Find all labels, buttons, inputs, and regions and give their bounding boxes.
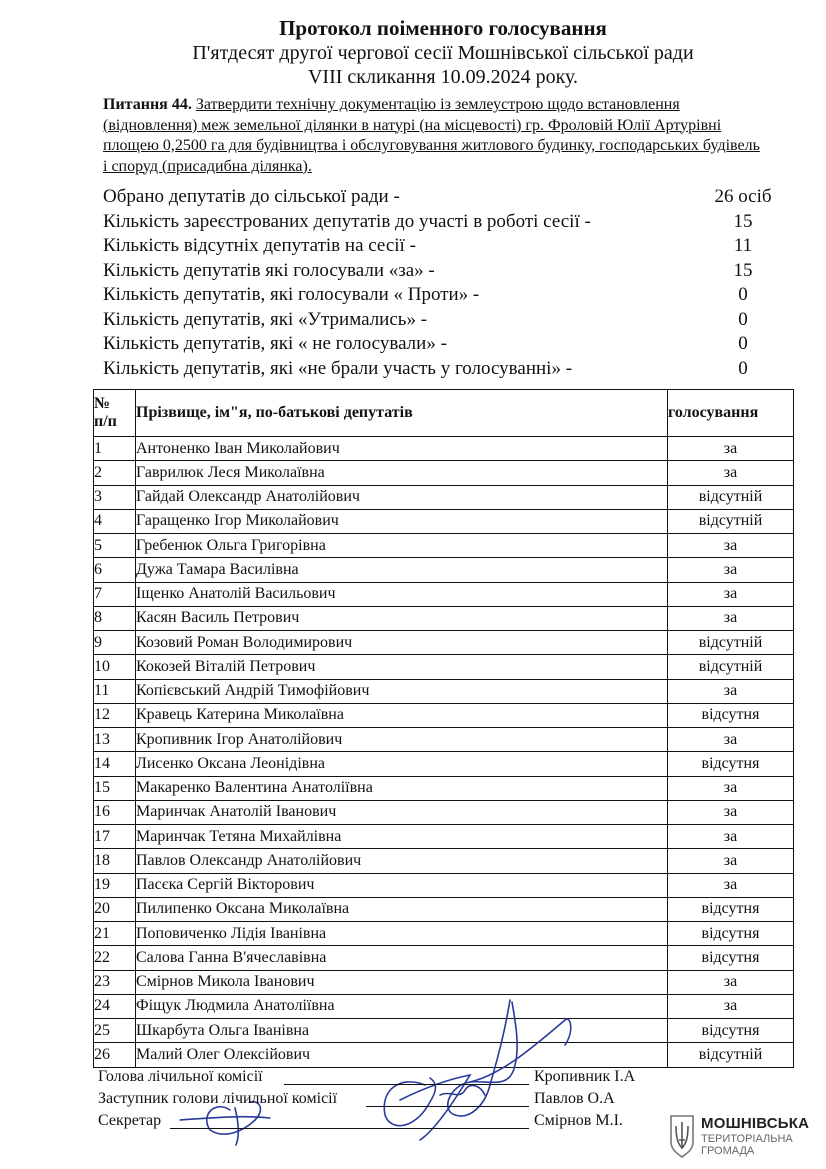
vote-result: за — [668, 534, 794, 558]
question-text: Затвердити технічну документацію із землеустрою щодо встановлення (відновлення) меж земельної ділянки в натурі (на місцевості) гр. Фроловій Юлії Артурівні площею 0,2500 га для будівництва і обслуговування житлового будинку, господарських будівель і споруд (присадибна ділянка). — [103, 96, 760, 175]
row-number: 22 — [94, 946, 136, 970]
table-row — [94, 849, 794, 873]
row-number: 14 — [94, 752, 136, 776]
community-logo — [668, 1114, 808, 1160]
column-header-number — [94, 390, 136, 437]
table-row — [94, 728, 794, 752]
stat-value: 0 — [738, 308, 748, 330]
deputy-name: Павлов Олександр Анатолійович — [136, 849, 668, 873]
deputy-name: Пилипенко Оксана Миколаївна — [136, 897, 668, 921]
stat-value: 26 осіб — [714, 186, 772, 207]
table-row — [94, 1019, 794, 1043]
table-row — [94, 437, 794, 461]
row-number: 11 — [94, 679, 136, 703]
vote-result: за — [668, 582, 794, 606]
row-number: 26 — [94, 1043, 136, 1067]
table-row — [94, 994, 794, 1018]
row-number: 12 — [94, 703, 136, 727]
column-header-name: Прізвище, ім"я, по-батькові депутатів — [136, 390, 668, 437]
deputy-name: Гребенюк Ольга Григорівна — [136, 534, 668, 558]
stat-value: 15 — [733, 259, 753, 281]
row-number: 19 — [94, 873, 136, 897]
signature-line — [170, 1128, 529, 1129]
table-row — [94, 922, 794, 946]
signature-role: Голова лічильної комісії — [98, 1068, 263, 1085]
signature-row — [98, 1088, 698, 1110]
column-header-number-line2: п/п — [94, 413, 117, 430]
deputy-name: Касян Василь Петрович — [136, 606, 668, 630]
stat-value: 15 — [733, 210, 753, 232]
signature-name: Кропивник І.А — [534, 1068, 636, 1085]
row-number: 7 — [94, 582, 136, 606]
stat-row — [103, 259, 783, 284]
signature-row — [98, 1110, 698, 1132]
vote-result: за — [668, 606, 794, 630]
vote-result: відсутній — [668, 655, 794, 679]
deputy-name: Кравець Катерина Миколаївна — [136, 703, 668, 727]
question-number: Питання 44. — [103, 96, 192, 113]
deputy-name: Пасєка Сергій Вікторович — [136, 873, 668, 897]
table-row — [94, 970, 794, 994]
vote-result: відсутня — [668, 703, 794, 727]
row-number: 25 — [94, 1019, 136, 1043]
deputy-name: Копієвський Андрій Тимофійович — [136, 679, 668, 703]
deputy-name: Фіщук Людмила Анатоліївна — [136, 994, 668, 1018]
row-number: 3 — [94, 485, 136, 509]
table-row — [94, 752, 794, 776]
deputy-name: Маринчак Тетяна Михайлівна — [136, 825, 668, 849]
row-number: 21 — [94, 922, 136, 946]
table-row — [94, 703, 794, 727]
deputy-name: Шкарбута Ольга Іванівна — [136, 1019, 668, 1043]
stat-label: Кількість депутатів, які голосували « Проти» - — [103, 284, 480, 305]
vote-result: за — [668, 970, 794, 994]
table-row — [94, 485, 794, 509]
deputy-name: Маринчак Анатолій Іванович — [136, 800, 668, 824]
convocation-date: VIII скликання 10.09.2024 року. — [307, 66, 579, 88]
stat-row — [103, 234, 783, 259]
vote-result: відсутня — [668, 897, 794, 921]
vote-result: відсутній — [668, 485, 794, 509]
deputy-name: Гаращенко Ігор Миколайович — [136, 509, 668, 533]
vote-result: відсутня — [668, 946, 794, 970]
trident-emblem-icon — [668, 1114, 696, 1158]
table-row — [94, 897, 794, 921]
row-number: 15 — [94, 776, 136, 800]
row-number: 5 — [94, 534, 136, 558]
stat-label: Обрано депутатів до сільської ради - — [103, 186, 400, 207]
row-number: 16 — [94, 800, 136, 824]
vote-result: відсутня — [668, 1019, 794, 1043]
question-block — [103, 95, 768, 177]
deputy-name: Гайдай Олександр Анатолійович — [136, 485, 668, 509]
signature-line — [284, 1084, 529, 1085]
deputy-name: Поповиченко Лідія Іванівна — [136, 922, 668, 946]
vote-result: за — [668, 728, 794, 752]
row-number: 20 — [94, 897, 136, 921]
stat-row — [103, 308, 783, 333]
deputy-name: Макаренко Валентина Анатоліївна — [136, 776, 668, 800]
deputy-name: Кропивник Ігор Анатолійович — [136, 728, 668, 752]
deputy-name: Салова Ганна В'ячеславівна — [136, 946, 668, 970]
stat-label: Кількість депутатів, які « не голосували» - — [103, 333, 447, 354]
vote-result: відсутня — [668, 922, 794, 946]
table-row — [94, 606, 794, 630]
row-number: 8 — [94, 606, 136, 630]
row-number: 4 — [94, 509, 136, 533]
signatures-block — [98, 1066, 698, 1132]
stat-label: Кількість зареєстрованих депутатів до участі в роботі сесії - — [103, 210, 591, 232]
table-header-row — [94, 390, 794, 437]
voting-table-body — [94, 437, 794, 1068]
deputy-name: Смірнов Микола Іванович — [136, 970, 668, 994]
row-number: 2 — [94, 461, 136, 485]
stat-value: 11 — [733, 235, 753, 256]
table-row — [94, 873, 794, 897]
vote-result: за — [668, 437, 794, 461]
table-row — [94, 776, 794, 800]
session-subtitle: П'ятдесят другої чергової сесії Мошнівської сільської ради — [192, 42, 694, 64]
table-row — [94, 461, 794, 485]
row-number: 18 — [94, 849, 136, 873]
deputy-name: Кокозей Віталій Петрович — [136, 655, 668, 679]
table-row — [94, 509, 794, 533]
stat-label: Кількість депутатів які голосували «за» - — [103, 259, 435, 281]
signature-line — [366, 1106, 529, 1107]
document-title: Протокол поіменного голосування — [279, 16, 607, 40]
voting-stats — [103, 185, 783, 381]
vote-result: за — [668, 679, 794, 703]
vote-result: за — [668, 776, 794, 800]
deputy-name: Дужа Тамара Василівна — [136, 558, 668, 582]
table-row — [94, 655, 794, 679]
column-header-vote: голосування — [668, 390, 794, 437]
table-row — [94, 800, 794, 824]
table-row — [94, 679, 794, 703]
vote-result: за — [668, 825, 794, 849]
vote-result: відсутній — [668, 631, 794, 655]
row-number: 9 — [94, 631, 136, 655]
stat-row — [103, 332, 783, 357]
deputy-name: Лисенко Оксана Леонідівна — [136, 752, 668, 776]
stat-value: 0 — [738, 284, 748, 305]
column-header-number-line1: № — [94, 395, 111, 412]
vote-result: за — [668, 558, 794, 582]
table-row — [94, 946, 794, 970]
logo-text-line3: ГРОМАДА — [701, 1145, 755, 1157]
stat-value: 0 — [738, 357, 748, 379]
vote-result: за — [668, 461, 794, 485]
vote-result: відсутній — [668, 1043, 794, 1067]
logo-text-main: МОШНІВСЬКА — [701, 1115, 810, 1132]
stat-value: 0 — [738, 333, 748, 354]
voting-table — [93, 389, 794, 1068]
stat-label: Кількість депутатів, які «Утримались» - — [103, 308, 428, 330]
vote-result: за — [668, 800, 794, 824]
vote-result: за — [668, 873, 794, 897]
stat-row — [103, 210, 783, 235]
table-row — [94, 534, 794, 558]
row-number: 10 — [94, 655, 136, 679]
deputy-name: Гаврилюк Леся Миколаївна — [136, 461, 668, 485]
stat-label: Кількість депутатів, які «не брали участь у голосуванні» - — [103, 357, 573, 379]
table-row — [94, 1043, 794, 1067]
signature-role: Заступник голови лічильної комісії — [98, 1090, 338, 1107]
signature-name: Павлов О.А — [534, 1090, 615, 1107]
table-row — [94, 631, 794, 655]
signature-name: Смірнов М.І. — [534, 1112, 623, 1129]
table-row — [94, 558, 794, 582]
deputy-name: Іщенко Анатолій Васильович — [136, 582, 668, 606]
deputy-name: Козовий Роман Володимирович — [136, 631, 668, 655]
signature-row — [98, 1066, 698, 1088]
row-number: 24 — [94, 994, 136, 1018]
vote-result: відсутній — [668, 509, 794, 533]
table-row — [94, 825, 794, 849]
table-row — [94, 582, 794, 606]
row-number: 6 — [94, 558, 136, 582]
row-number: 17 — [94, 825, 136, 849]
row-number: 23 — [94, 970, 136, 994]
stat-row — [103, 283, 783, 308]
stat-label: Кількість відсутніх депутатів на сесії - — [103, 235, 416, 256]
logo-text-line2: ТЕРИТОРІАЛЬНА — [701, 1133, 793, 1145]
row-number: 1 — [94, 437, 136, 461]
signature-role: Секретар — [98, 1112, 162, 1129]
vote-result: за — [668, 994, 794, 1018]
vote-result: за — [668, 849, 794, 873]
row-number: 13 — [94, 728, 136, 752]
vote-result: відсутня — [668, 752, 794, 776]
stat-row — [103, 357, 783, 382]
stat-row — [103, 185, 783, 210]
deputy-name: Антоненко Іван Миколайович — [136, 437, 668, 461]
deputy-name: Малий Олег Олексійович — [136, 1043, 668, 1067]
